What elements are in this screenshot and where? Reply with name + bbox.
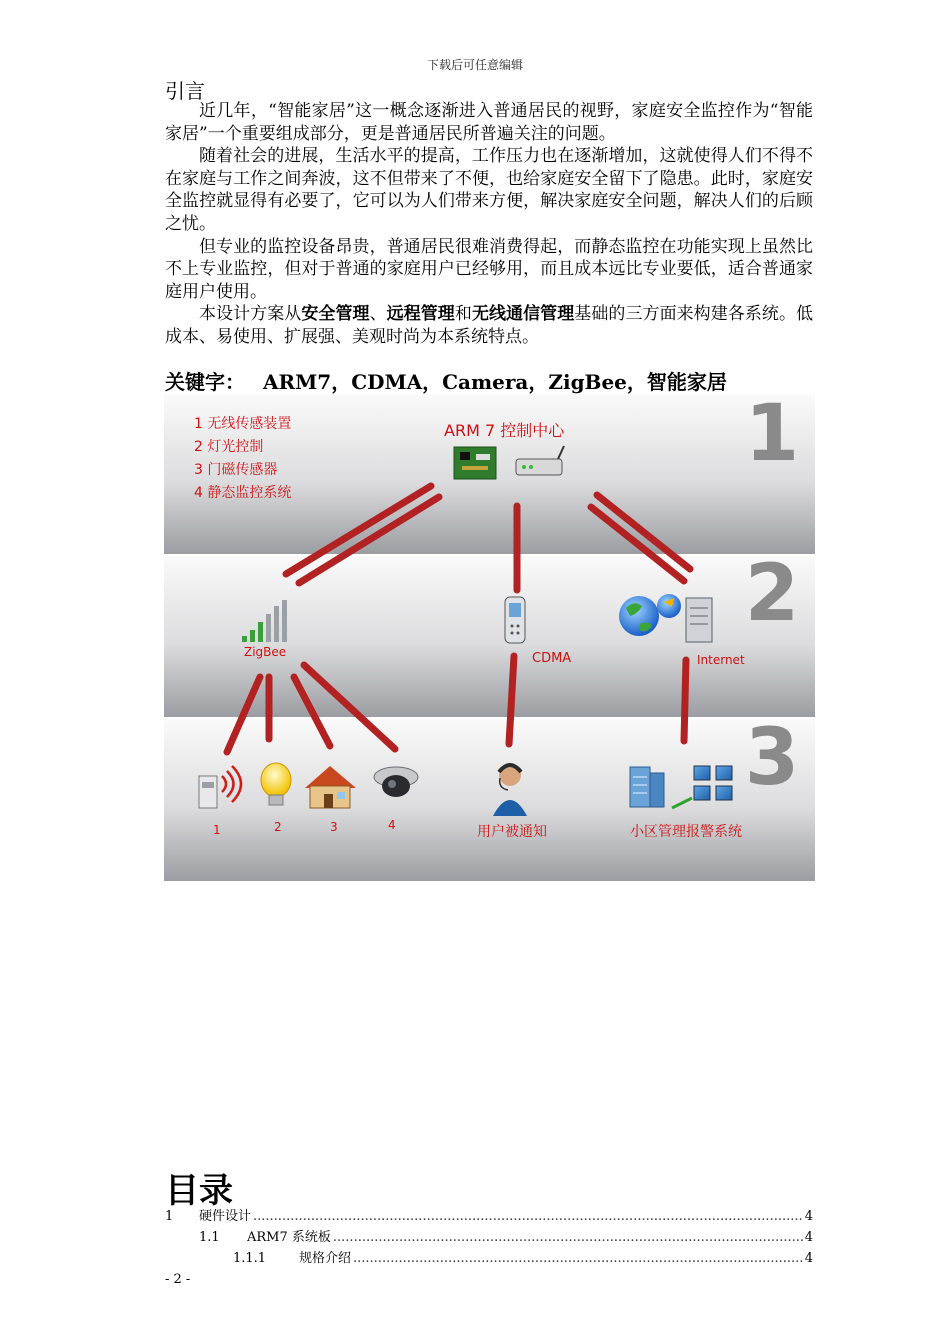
toc-leader-dots — [253, 1209, 803, 1224]
server-icon — [686, 598, 712, 642]
device-3-label: 3 — [330, 820, 338, 834]
intro-paragraph-1: 近几年，“智能家居”这一概念逐渐进入普通居民的视野，家庭安全监控作为“智能家居”一个重要组成部分，更是普通居民所普遍关注的问题。 — [165, 101, 813, 144]
legend-item-4: 4 静态监控系统 — [194, 485, 292, 501]
intro-paragraph-3: 但专业的监控设备昂贵，普通居民很难消费得起，而静态监控在功能实现上虽然比不上专业监控，但对于普通的家庭用户已经够用，而且成本远比专业要低，适合普通家庭用户使用。 — [165, 236, 813, 302]
legend-item-1: 1 无线传感装置 — [194, 416, 292, 432]
device-1-label: 1 — [213, 823, 221, 837]
zigbee-label: ZigBee — [244, 645, 287, 659]
toc-entry-3[interactable] — [165, 1247, 813, 1266]
cdma-label: CDMA — [532, 651, 572, 666]
toc-entry-1[interactable] — [165, 1205, 813, 1224]
toc-entry-text: 规格介绍 — [299, 1251, 352, 1266]
control-center-title: ARM 7 控制中心 — [444, 421, 565, 440]
p4-bold-security: 安全管理 — [301, 304, 370, 325]
toc-title: 目录 — [165, 1171, 233, 1211]
keywords-label: 关键字： — [165, 370, 245, 394]
toc-entry-text: ARM7 系统板 — [247, 1230, 331, 1245]
page-number: - 2 - — [165, 1272, 191, 1287]
toc-leader-dots — [353, 1251, 803, 1266]
user-notified-label: 用户被通知 — [477, 824, 547, 840]
toc-entry-page: 4 — [804, 1251, 813, 1266]
p4-text-c: 基础的三方面来构建各系统。低成本、易使用、扩展强、美观时尚为本系统特点。 — [165, 304, 814, 347]
p4-sep-1: 、 — [369, 304, 387, 325]
tier-number-2: 2 — [744, 549, 800, 639]
arm-board-icon — [454, 447, 496, 479]
p4-bold-wireless: 无线通信管理 — [471, 304, 575, 325]
toc-leader-dots — [333, 1230, 803, 1245]
toc-entry-number: 1.1 — [199, 1230, 220, 1245]
cdma-phone-icon — [505, 597, 525, 643]
internet-label: Internet — [697, 653, 745, 667]
intro-body — [165, 100, 813, 349]
server-rack-icon — [630, 767, 664, 807]
toc-entry-number: 1 — [165, 1209, 174, 1224]
device-4-label: 4 — [388, 818, 396, 832]
p4-text-a: 本设计方案从 — [199, 304, 302, 325]
intro-paragraph-4 — [165, 303, 813, 348]
toc-entry-page: 4 — [804, 1230, 813, 1245]
page-header-note: 下载后可任意编辑 — [426, 58, 523, 72]
keywords-value: ARM7，CDMA，Camera，ZigBee，智能家居 — [263, 370, 727, 394]
p4-sep-2: 和 — [454, 304, 472, 325]
toc-entry-2[interactable] — [165, 1226, 813, 1245]
legend-item-2: 2 灯光控制 — [194, 439, 264, 455]
toc-entry-number: 1.1.1 — [233, 1251, 267, 1266]
intro-heading: 引言 — [165, 79, 205, 103]
community-alarm-label: 小区管理报警系统 — [630, 824, 742, 840]
toc-entry-text: 硬件设计 — [199, 1209, 252, 1224]
system-architecture-diagram — [164, 394, 815, 881]
p4-bold-remote: 远程管理 — [386, 304, 455, 325]
device-2-label: 2 — [274, 820, 282, 834]
tier-number-3: 3 — [744, 713, 800, 803]
tier-number-1: 1 — [744, 394, 800, 479]
toc-entry-page: 4 — [804, 1209, 813, 1224]
keywords-line — [165, 366, 727, 395]
intro-paragraph-2: 随着社会的进展，生活水平的提高，工作压力也在逐渐增加，这就使得人们不得不在家庭与工作之间奔波，这不但带来了不便，也给家庭安全留下了隐患。此时，家庭安全监控就显得有必要了，它可以为人们带来方便，解决家庭安全问题，解决人们的后顾之忧。 — [165, 146, 813, 234]
legend-item-3: 3 门磁传感器 — [194, 462, 278, 478]
